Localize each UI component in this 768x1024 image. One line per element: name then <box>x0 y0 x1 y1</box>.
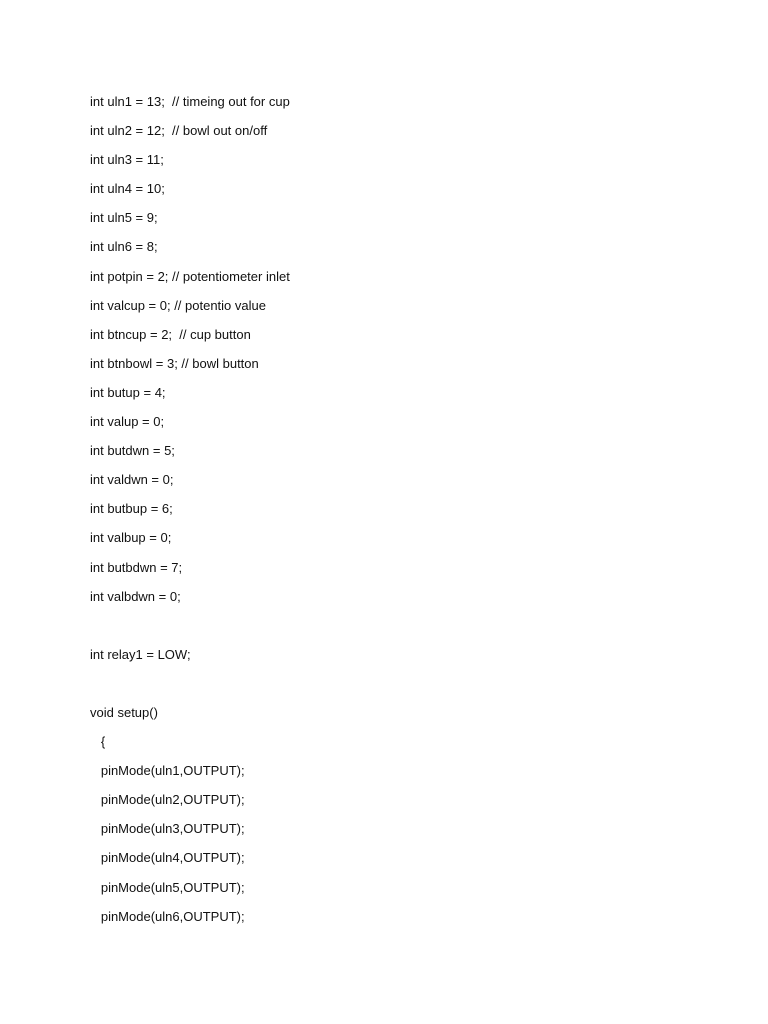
code-line: { <box>90 734 106 750</box>
code-line <box>90 616 290 645</box>
code-line: pinMode(uln6,OUTPUT); <box>90 908 245 924</box>
code-line: int uln2 = 12; // bowl out on/off <box>90 123 268 139</box>
code-line: pinMode(uln1,OUTPUT); <box>90 763 245 779</box>
code-line: int uln3 = 11; <box>90 152 164 168</box>
code-line: int uln5 = 9; <box>90 210 158 226</box>
code-block <box>90 92 290 936</box>
code-line: int valbdwn = 0; <box>90 588 181 604</box>
code-line: int valbup = 0; <box>90 530 172 546</box>
code-line: pinMode(uln2,OUTPUT); <box>90 792 245 808</box>
code-line: pinMode(uln4,OUTPUT); <box>90 850 245 866</box>
code-line: int butbdwn = 7; <box>90 559 183 575</box>
code-line <box>90 674 290 703</box>
code-line: pinMode(uln3,OUTPUT); <box>90 821 245 837</box>
code-line: int butup = 4; <box>90 384 166 400</box>
code-line: int butdwn = 5; <box>90 443 175 459</box>
code-line: int uln6 = 8; <box>90 239 158 255</box>
code-line: void setup() <box>90 704 158 720</box>
code-line: int butbup = 6; <box>90 501 173 517</box>
code-line: pinMode(uln5,OUTPUT); <box>90 879 245 895</box>
code-line: int valcup = 0; // potentio value <box>90 297 266 313</box>
code-line: int relay1 = LOW; <box>90 646 191 662</box>
code-line: int btnbowl = 3; // bowl button <box>90 355 259 371</box>
code-line: int potpin = 2; // potentiometer inlet <box>90 268 290 284</box>
code-line: int valdwn = 0; <box>90 472 174 488</box>
code-line: int valup = 0; <box>90 414 165 430</box>
code-line: int btncup = 2; // cup button <box>90 326 251 342</box>
code-line: int uln4 = 10; <box>90 181 165 197</box>
code-line: int uln1 = 13; // timeing out for cup <box>90 94 290 109</box>
